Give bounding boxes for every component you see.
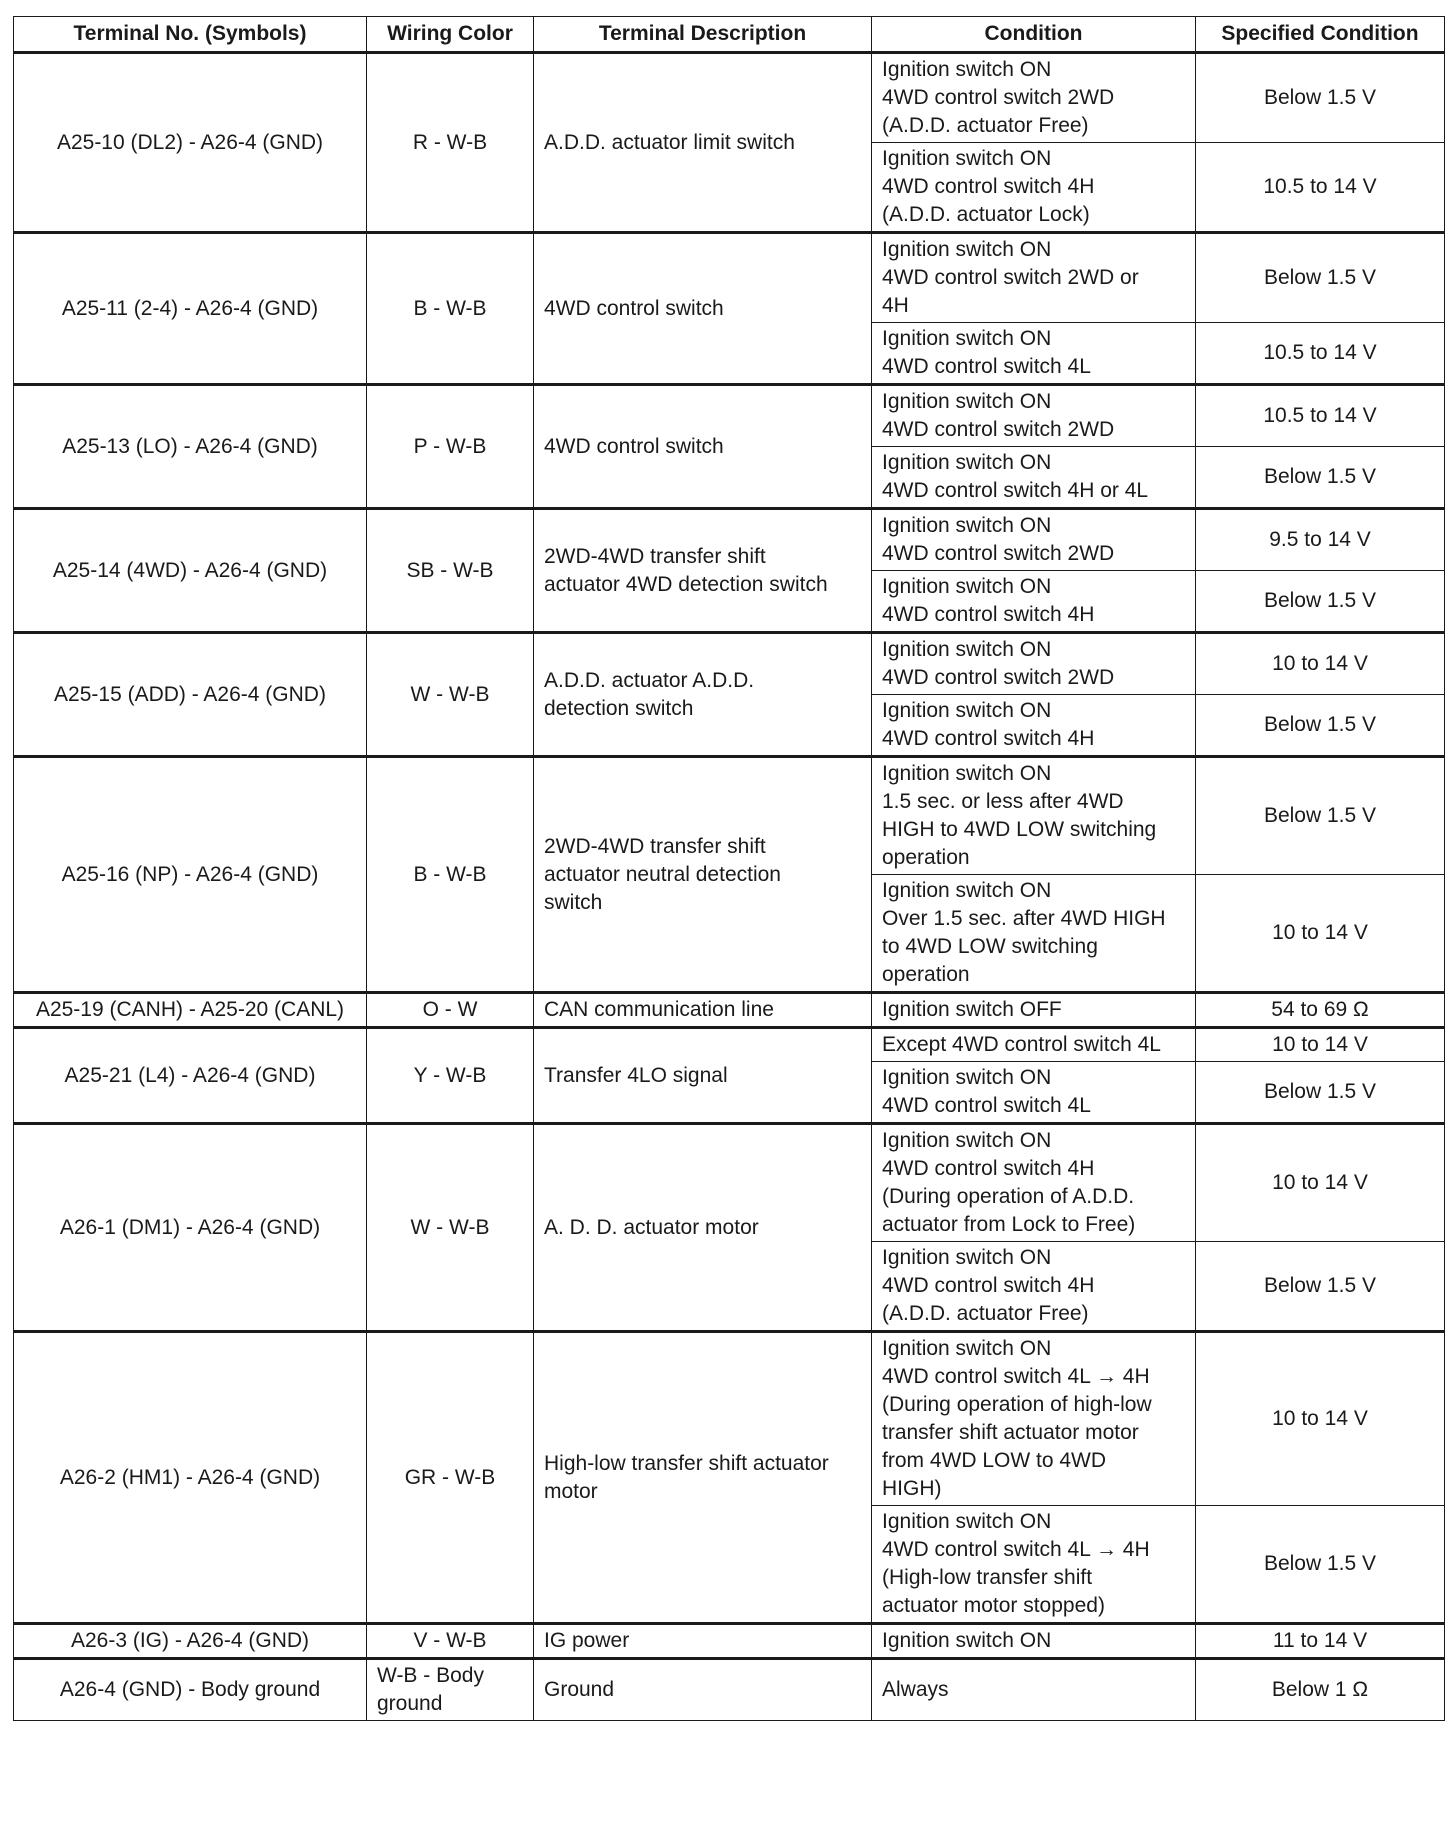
specified-condition-cell: Below 1.5 V [1196, 571, 1445, 633]
wiring-color-cell: W - W-B [367, 633, 534, 757]
condition-cell: Always [872, 1659, 1196, 1721]
description-cell: 2WD-4WD transfer shift actuator 4WD detection switch [534, 509, 872, 633]
condition-cell: Ignition switch ON 4WD control switch 4L → 4H (During operation of high-low transfer shift actuator motor from 4WD LOW to 4WD HIGH) [872, 1332, 1196, 1506]
condition-cell: Ignition switch ON 4WD control switch 2WD (A.D.D. actuator Free) [872, 53, 1196, 143]
table-row [14, 633, 1445, 695]
header-wiring-color: Wiring Color [367, 17, 534, 53]
specified-condition-cell: 10 to 14 V [1196, 1028, 1445, 1062]
description-cell: Ground [534, 1659, 872, 1721]
description-cell: High-low transfer shift actuator motor [534, 1332, 872, 1624]
condition-cell: Ignition switch ON 4WD control switch 4L → 4H (High-low transfer shift actuator motor stopped) [872, 1506, 1196, 1624]
specified-condition-cell: 10 to 14 V [1196, 1332, 1445, 1506]
specified-condition-cell: Below 1.5 V [1196, 1506, 1445, 1624]
condition-cell: Ignition switch ON 4WD control switch 4H (A.D.D. actuator Lock) [872, 143, 1196, 233]
condition-cell: Ignition switch ON 4WD control switch 4L [872, 1062, 1196, 1124]
terminal-group [14, 993, 1445, 1028]
condition-cell: Ignition switch ON 4WD control switch 2WD [872, 385, 1196, 447]
header-condition: Condition [872, 17, 1196, 53]
specified-condition-cell: 54 to 69 Ω [1196, 993, 1445, 1028]
table-row [14, 1624, 1445, 1659]
terminal-group [14, 633, 1445, 757]
header-row [14, 17, 1445, 53]
wiring-color-cell: SB - W-B [367, 509, 534, 633]
terminal-cell: A25-21 (L4) - A26-4 (GND) [14, 1028, 367, 1124]
terminal-spec-table [13, 16, 1445, 1721]
condition-cell: Ignition switch ON 4WD control switch 4H [872, 571, 1196, 633]
terminal-cell: A26-1 (DM1) - A26-4 (GND) [14, 1124, 367, 1332]
condition-cell: Ignition switch ON 4WD control switch 4H or 4L [872, 447, 1196, 509]
terminal-cell: A25-14 (4WD) - A26-4 (GND) [14, 509, 367, 633]
specified-condition-cell: 10.5 to 14 V [1196, 323, 1445, 385]
terminal-group [14, 385, 1445, 509]
terminal-group [14, 1624, 1445, 1659]
terminal-cell: A25-15 (ADD) - A26-4 (GND) [14, 633, 367, 757]
specified-condition-cell: 10 to 14 V [1196, 875, 1445, 993]
wiring-color-cell: W - W-B [367, 1124, 534, 1332]
condition-cell: Ignition switch ON 4WD control switch 4H (A.D.D. actuator Free) [872, 1242, 1196, 1332]
table-row [14, 1659, 1445, 1721]
condition-cell: Ignition switch ON 4WD control switch 2WD [872, 509, 1196, 571]
terminal-group [14, 1332, 1445, 1624]
description-cell: Transfer 4LO signal [534, 1028, 872, 1124]
terminal-cell: A26-2 (HM1) - A26-4 (GND) [14, 1332, 367, 1624]
condition-cell: Ignition switch ON 1.5 sec. or less after 4WD HIGH to 4WD LOW switching operation [872, 757, 1196, 875]
terminal-group [14, 1659, 1445, 1721]
specified-condition-cell: 10.5 to 14 V [1196, 143, 1445, 233]
terminal-group [14, 1028, 1445, 1124]
specified-condition-cell: Below 1.5 V [1196, 447, 1445, 509]
wiring-color-cell: V - W-B [367, 1624, 534, 1659]
specified-condition-cell: 9.5 to 14 V [1196, 509, 1445, 571]
condition-cell: Except 4WD control switch 4L [872, 1028, 1196, 1062]
wiring-color-cell: B - W-B [367, 757, 534, 993]
wiring-color-cell: P - W-B [367, 385, 534, 509]
condition-cell: Ignition switch ON [872, 1624, 1196, 1659]
specified-condition-cell: Below 1.5 V [1196, 757, 1445, 875]
specified-condition-cell: Below 1.5 V [1196, 1242, 1445, 1332]
description-cell: 4WD control switch [534, 233, 872, 385]
table-row [14, 993, 1445, 1028]
condition-cell: Ignition switch ON Over 1.5 sec. after 4WD HIGH to 4WD LOW switching operation [872, 875, 1196, 993]
condition-cell: Ignition switch ON 4WD control switch 2WD or 4H [872, 233, 1196, 323]
condition-cell: Ignition switch ON 4WD control switch 4H [872, 695, 1196, 757]
wiring-color-cell: B - W-B [367, 233, 534, 385]
terminal-group [14, 757, 1445, 993]
condition-cell: Ignition switch ON 4WD control switch 2WD [872, 633, 1196, 695]
terminal-cell: A25-11 (2-4) - A26-4 (GND) [14, 233, 367, 385]
specified-condition-cell: Below 1.5 V [1196, 695, 1445, 757]
specified-condition-cell: Below 1 Ω [1196, 1659, 1445, 1721]
terminal-group [14, 233, 1445, 385]
header-specified-condition: Specified Condition [1196, 17, 1445, 53]
specified-condition-cell: Below 1.5 V [1196, 53, 1445, 143]
condition-cell: Ignition switch OFF [872, 993, 1196, 1028]
terminal-group [14, 53, 1445, 233]
wiring-color-cell: O - W [367, 993, 534, 1028]
specified-condition-cell: 10 to 14 V [1196, 1124, 1445, 1242]
wiring-color-cell: R - W-B [367, 53, 534, 233]
header-terminal-description: Terminal Description [534, 17, 872, 53]
description-cell: IG power [534, 1624, 872, 1659]
table-row [14, 1124, 1445, 1242]
header-terminal: Terminal No. (Symbols) [14, 17, 367, 53]
terminal-cell: A25-13 (LO) - A26-4 (GND) [14, 385, 367, 509]
table-row [14, 233, 1445, 323]
table-row [14, 1332, 1445, 1506]
table-row [14, 509, 1445, 571]
description-cell: A. D. D. actuator motor [534, 1124, 872, 1332]
condition-cell: Ignition switch ON 4WD control switch 4L [872, 323, 1196, 385]
table-row [14, 1028, 1445, 1062]
table-row [14, 757, 1445, 875]
wiring-color-cell: Y - W-B [367, 1028, 534, 1124]
specified-condition-cell: Below 1.5 V [1196, 1062, 1445, 1124]
terminal-cell: A26-3 (IG) - A26-4 (GND) [14, 1624, 367, 1659]
condition-cell: Ignition switch ON 4WD control switch 4H (During operation of A.D.D. actuator from Lock to Free) [872, 1124, 1196, 1242]
terminal-cell: A25-10 (DL2) - A26-4 (GND) [14, 53, 367, 233]
description-cell: 4WD control switch [534, 385, 872, 509]
terminal-group [14, 1124, 1445, 1332]
description-cell: 2WD-4WD transfer shift actuator neutral detection switch [534, 757, 872, 993]
description-cell: A.D.D. actuator limit switch [534, 53, 872, 233]
description-cell: CAN communication line [534, 993, 872, 1028]
description-cell: A.D.D. actuator A.D.D. detection switch [534, 633, 872, 757]
specified-condition-cell: Below 1.5 V [1196, 233, 1445, 323]
table-row [14, 53, 1445, 143]
specified-condition-cell: 11 to 14 V [1196, 1624, 1445, 1659]
wiring-color-cell: W-B - Body ground [367, 1659, 534, 1721]
terminal-cell: A25-16 (NP) - A26-4 (GND) [14, 757, 367, 993]
wiring-color-cell: GR - W-B [367, 1332, 534, 1624]
table-row [14, 385, 1445, 447]
specified-condition-cell: 10 to 14 V [1196, 633, 1445, 695]
terminal-group [14, 509, 1445, 633]
terminal-cell: A25-19 (CANH) - A25-20 (CANL) [14, 993, 367, 1028]
specified-condition-cell: 10.5 to 14 V [1196, 385, 1445, 447]
terminal-cell: A26-4 (GND) - Body ground [14, 1659, 367, 1721]
